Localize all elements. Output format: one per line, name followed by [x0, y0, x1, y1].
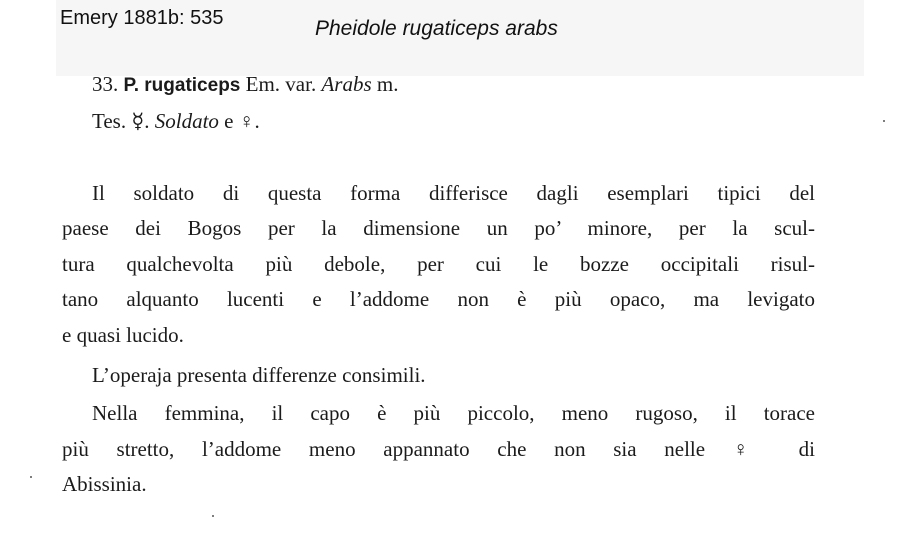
female-symbol: ♀ — [238, 109, 255, 133]
material-line: Tes. ☿. Soldato e ♀. — [92, 109, 260, 133]
taxon-name: Pheidole rugaticeps arabs — [315, 17, 558, 40]
author-variety: Em. var. — [245, 72, 317, 96]
body-line: Abissinia. — [62, 472, 147, 496]
body-line-text: più stretto, l’addome meno appannato che non sia nelle — [62, 437, 706, 461]
body-line: Il soldato di questa forma differisce dagli esemplari tipici del — [92, 181, 815, 205]
body-line: tano alquanto lucenti e l’addome non è più opaco, ma levigato — [62, 287, 815, 311]
conjunction: e — [224, 109, 234, 133]
species-name: P. rugaticeps — [123, 75, 241, 96]
entry-number: 33. — [92, 72, 119, 96]
scan-speck — [212, 515, 214, 517]
worker-symbol: ☿ — [131, 109, 145, 133]
body-line: e quasi lucido. — [62, 323, 184, 347]
scan-speck — [30, 476, 32, 478]
body-line: L’operaja presenta differenze consimili. — [92, 363, 426, 387]
variety-name: Arabs — [321, 72, 372, 96]
body-line-with-symbol — [62, 437, 815, 462]
citation-reference: Emery 1881b: 535 — [60, 7, 224, 29]
variety-author: m. — [376, 72, 399, 96]
species-heading — [92, 72, 398, 97]
scan-speck — [883, 120, 885, 122]
body-line: tura qualchevolta più debole, per cui le bozze occipitali risul- — [62, 252, 815, 276]
body-line: Nella femmina, il capo è più piccolo, meno rugoso, il torace — [92, 401, 815, 425]
soldier-label: Soldato — [154, 109, 219, 133]
body-line-tail: di — [798, 437, 815, 461]
body-line: paese dei Bogos per la dimensione un po’ minore, per la scul- — [62, 216, 815, 240]
locality: Tes. — [92, 109, 127, 133]
female-symbol: ♀ — [732, 437, 771, 461]
